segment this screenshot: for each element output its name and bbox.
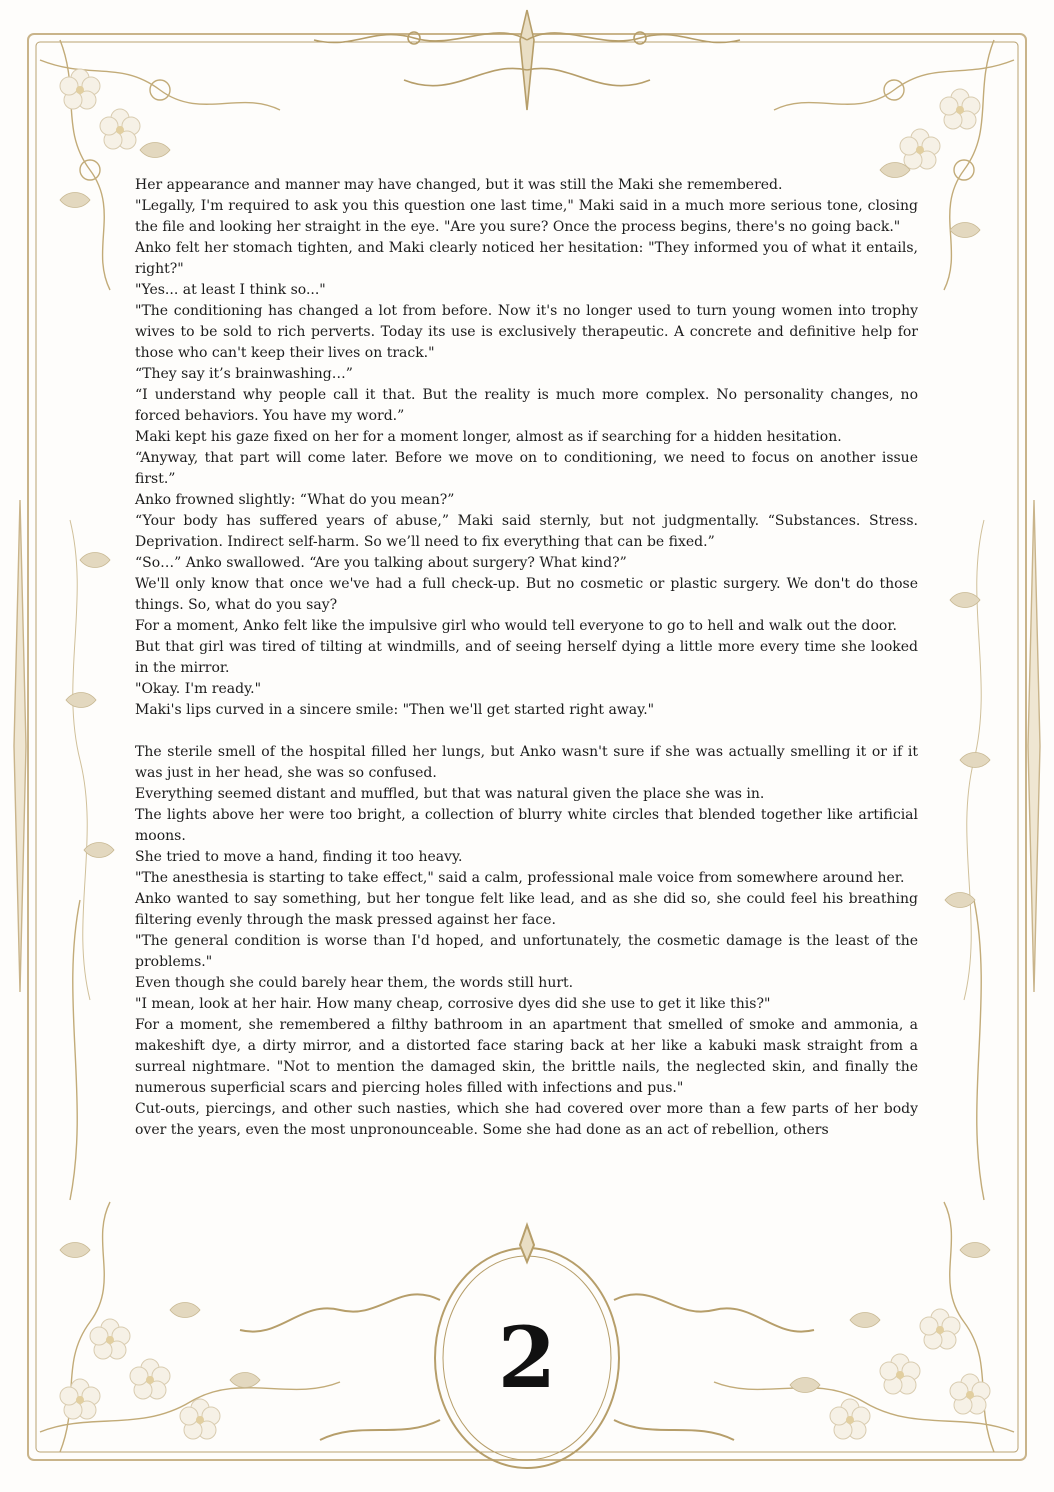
paragraph: "I mean, look at her hair. How many cheap, corrosive dyes did she use to get it like this?" — [135, 996, 771, 1012]
paragraph: Maki kept his gaze fixed on her for a moment longer, almost as if searching for a hidden hesitation. — [135, 429, 842, 445]
paragraph: “Your body has suffered years of abuse,” Maki said sternly, but not judgmentally. “Substances. Stress. Deprivation. Indirect self-harm. So we’ll need to fix everything that can be fixed.” — [135, 513, 918, 550]
top-ornament-icon — [314, 10, 740, 110]
paragraph: But that girl was tired of tilting at windmills, and of seeing herself dying a little more every time she looked in the mirror. — [135, 639, 918, 676]
page-number: 2 — [497, 1308, 557, 1407]
paragraph: Her appearance and manner may have changed, but it was still the Maki she remembered. — [135, 177, 783, 193]
paragraph: "Okay. I'm ready." — [135, 681, 262, 697]
paragraph: For a moment, Anko felt like the impulsive girl who would tell everyone to go to hell and walk out the door. — [135, 618, 897, 634]
side-vine-left-icon — [70, 520, 90, 1000]
paragraph: Maki's lips curved in a sincere smile: "Then we'll get started right away." — [135, 702, 655, 718]
paragraph-break — [135, 721, 918, 742]
story-text — [135, 175, 918, 1141]
paragraph: The lights above her were too bright, a collection of blurry white circles that blended together like artificial moons. — [135, 807, 918, 844]
paragraph: Everything seemed distant and muffled, but that was natural given the place she was in. — [135, 786, 765, 802]
paragraph: The sterile smell of the hospital filled her lungs, but Anko wasn't sure if she was actually smelling it or if it was just in her head, she was so confused. — [135, 744, 918, 781]
paragraph: We'll only know that once we've had a full check-up. But no cosmetic or plastic surgery. We don't do those things. So, what do you say? — [135, 576, 918, 613]
paragraph: “Anyway, that part will come later. Before we move on to conditioning, we need to focus on another issue first.” — [135, 450, 918, 487]
paragraph: "The general condition is worse than I'd hoped, and unfortunately, the cosmetic damage is the least of the problems." — [135, 933, 918, 970]
paragraph: Anko wanted to say something, but her tongue felt like lead, and as she did so, she could feel his breathing filtering evenly through the mask pressed against her face. — [135, 891, 918, 928]
paragraph: "The anesthesia is starting to take effect," said a calm, professional male voice from somewhere around her. — [135, 870, 905, 886]
paragraph: Anko frowned slightly: “What do you mean?” — [135, 492, 455, 508]
paragraph: “I understand why people call it that. But the reality is much more complex. No personality changes, no forced behaviors. You have my word.” — [135, 387, 918, 424]
paragraph: "Legally, I'm required to ask you this question one last time," Maki said in a much more serious tone, closing the file and looking her straight in the eye. "Are you sure? Once the process begins, there's no going back." — [135, 198, 918, 235]
paragraph: Cut-outs, piercings, and other such nasties, which she had covered over more than a few parts of her body over the years, even the most unpronounceable. Some she had done as an act of rebellion, others — [135, 1101, 918, 1138]
paragraph: “They say it’s brainwashing…” — [135, 366, 353, 382]
paragraph: “So…” Anko swallowed. “Are you talking about surgery? What kind?” — [135, 555, 627, 571]
paragraph: "Yes... at least I think so..." — [135, 282, 326, 298]
paragraph: She tried to move a hand, finding it too heavy. — [135, 849, 463, 865]
paragraph: "The conditioning has changed a lot from before. Now it's no longer used to turn young women into trophy wives to be sold to rich perverts. Today its use is exclusively therapeutic. A concrete and definitive help for those who can't keep their lives on track." — [135, 303, 918, 361]
paragraph: Even though she could barely hear them, the words still hurt. — [135, 975, 574, 991]
paragraph: Anko felt her stomach tighten, and Maki clearly noticed her hesitation: "They informed you of what it entails, right?" — [135, 240, 918, 277]
paragraph: For a moment, she remembered a filthy bathroom in an apartment that smelled of smoke and ammonia, a makeshift dye, a dirty mirror, and a distorted face staring back at her like a kabuki mask straight from a surreal nightmare. "Not to mention the damaged skin, the brittle nails, the neglected skin, and finally the numerous superficial scars and piercing holes filled with infections and pus." — [135, 1017, 918, 1096]
